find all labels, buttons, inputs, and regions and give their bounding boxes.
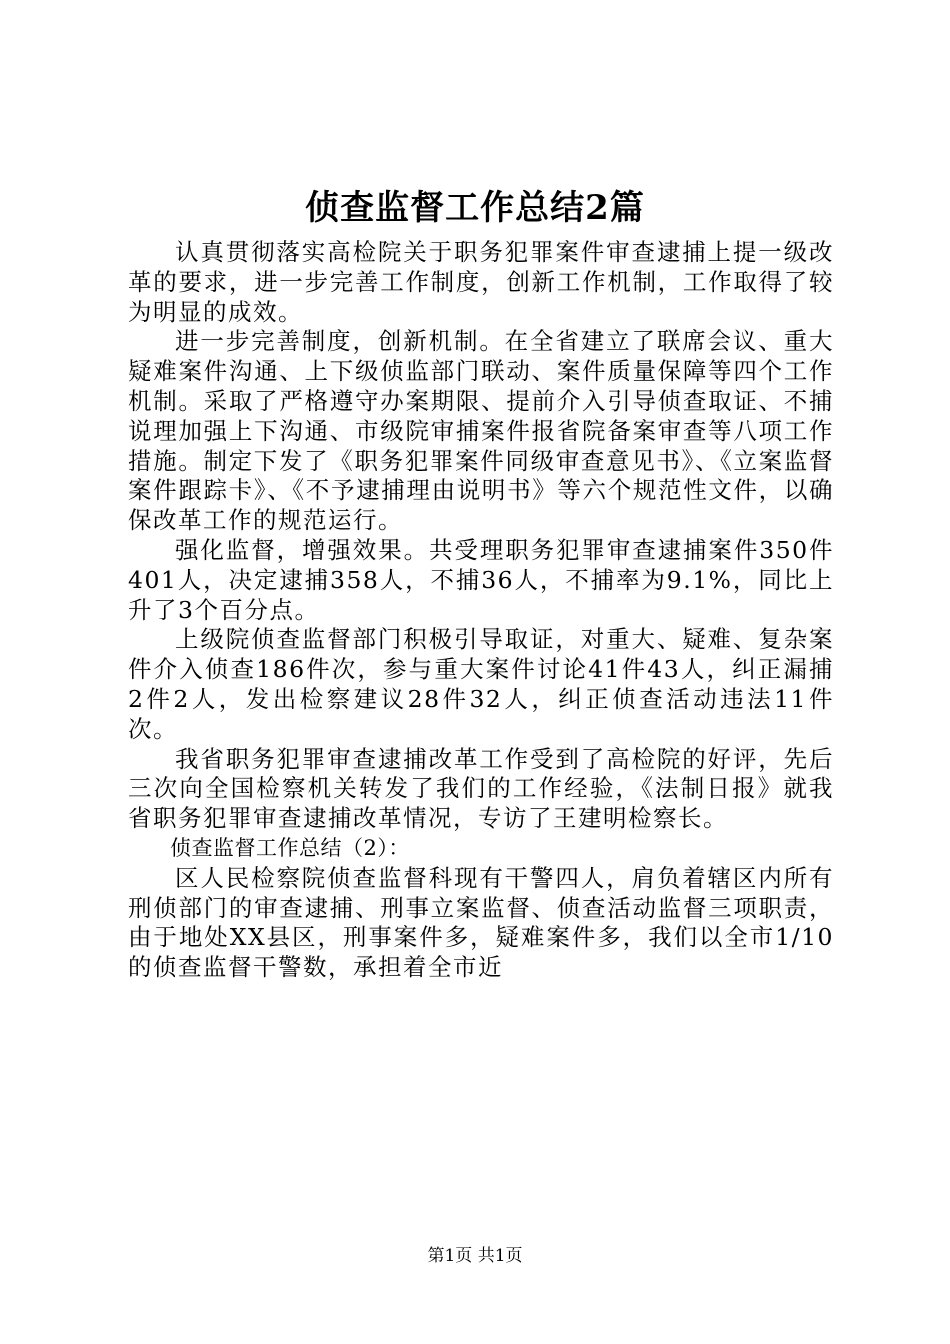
paragraph-supervision-results: 强化监督，增强效果。共受理职务犯罪审查逮捕案件350件401人，决定逮捕358人，不捕36人，不捕率为9.1%，同比上升了3个百分点。 xyxy=(128,535,834,624)
paragraph-recognition: 我省职务犯罪审查逮捕改革工作受到了高检院的好评，先后三次向全国检察机关转发了我们的工作经验，《法制日报》就我省职务犯罪审查逮捕改革情况，专访了王建明检察长。 xyxy=(128,744,834,833)
document-title: 侦查监督工作总结2篇 xyxy=(305,188,645,228)
section-heading-part-2: 侦查监督工作总结（2）： xyxy=(170,835,410,860)
page-number-footer: 第1页 共1页 xyxy=(427,1246,523,1266)
document-body xyxy=(128,238,834,983)
paragraph-intro: 认真贯彻落实高检院关于职务犯罪案件审查逮捕上提一级改革的要求，进一步完善工作制度，创新工作机制，工作取得了较为明显的成效。 xyxy=(128,238,834,326)
paragraph-mechanisms: 进一步完善制度，创新机制。在全省建立了联席会议、重大疑难案件沟通、上下级侦监部门联动、案件质量保障等四个工作机制。采取了严格遵守办案期限、提前介入引导侦查取证、不捕说理加强上下沟通、市级院审捕案件报省院备案审查等八项工作措施。制定下发了《职务犯罪案件同级审查意见书》、《立案监督案件跟踪卡》、《不予逮捕理由说明书》等六个规范性文件，以确保改革工作的规范运行。 xyxy=(128,327,834,535)
paragraph-higher-court-guidance: 上级院侦查监督部门积极引导取证，对重大、疑难、复杂案件介入侦查186件次，参与重大案件讨论41件43人，纠正漏捕2件2人，发出检察建议28件32人，纠正侦查活动违法11件次。 xyxy=(128,625,834,743)
paragraph-district-office: 区人民检察院侦查监督科现有干警四人，肩负着辖区内所有刑侦部门的审查逮捕、刑事立案监督、侦查活动监督三项职责，由于地处XX县区，刑事案件多，疑难案件多，我们以全市1/10的侦查监督干警数，承担着全市近 xyxy=(128,863,834,982)
